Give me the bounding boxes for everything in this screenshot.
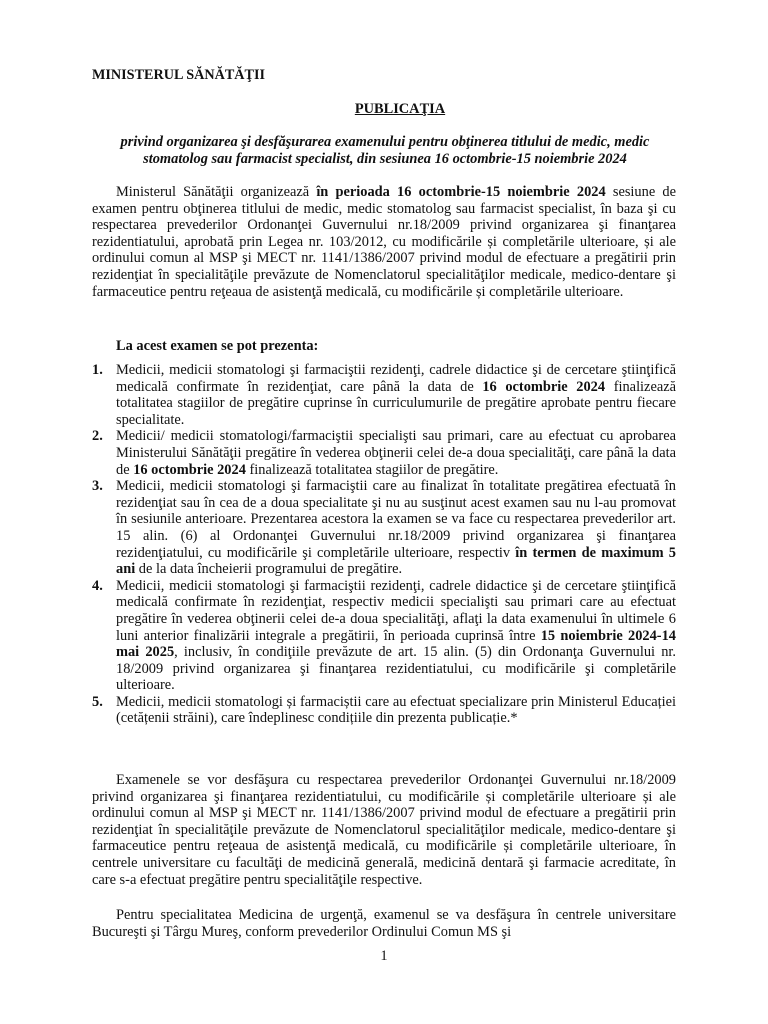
intro-text-2: sesiune de examen pentru obţinerea titlului de medic, medic stomatolog sau farmacist specialist, în baza şi cu respectarea prevederilor Ordonanţei Guvernului nr.18/2009 privind organizarea şi finanţarea rezidentiatului, aprobată prin Legea nr. 103/2012, cu modificările și completările ulterioare, și ale ordinului comun al MSP şi MECT nr. 1141/1386/2007 privind modul de efectuare a pregătirii prin rezidenţiat în specialităţile prevăzute de Nomenclatorul specialităţilor medicale, medico-dentare şi farmaceutice pentru reţeaua de asistenţă medicală, cu modificările și completările ulterioare. bbox=[92, 184, 676, 300]
document-subtitle: privind organizarea şi desfăşurarea examenului pentru obţinerea titlului de medic, medic stomatolog sau farmacist specialist, din sesiunea 16 octombrie-15 noiembrie 2024 bbox=[120, 134, 650, 167]
list-item-number: 5. bbox=[92, 693, 103, 710]
eligibility-list bbox=[92, 362, 676, 727]
list-item-text: Medicii, medicii stomatologi şi farmaciştii care au finalizat în totalitate pregătirea efectuată în rezidenţiat sau în cea de a doua specialitate şi nu au susţinut acest examen sau nu l-au promovat în sesiunile anterioare. Prezentarea acestora la examen se va face cu respectarea prevederilor art. 15 alin. (6) al Ordonanţei Guvernului nr.18/2009 privind organizarea şi finanţarea rezidenţiatului, cu modificările şi completările ulterioare, respectiv bbox=[116, 478, 676, 561]
list-item-bold-text: 15 noiembrie 2024-14 mai 2025 bbox=[116, 627, 676, 661]
ministry-name: MINISTERUL SĂNĂTĂŢII bbox=[92, 67, 266, 83]
page-number: 1 bbox=[380, 948, 388, 964]
list-item-number: 2. bbox=[92, 428, 103, 445]
eligibility-heading: La acest examen se pot prezenta: bbox=[116, 338, 319, 354]
list-item bbox=[92, 428, 676, 478]
list-item-number: 3. bbox=[92, 478, 103, 495]
list-item-text: de la data încheierii programului de pregătire. bbox=[135, 561, 403, 578]
list-item bbox=[92, 362, 676, 428]
list-item-text: finalizează totalitatea stagiilor de pregătire cuprinse în curriculumurile de pregătire aprobate pentru fiecare specialitate. bbox=[116, 378, 676, 428]
list-item-number: 1. bbox=[92, 362, 103, 378]
list-item-text: Medicii/ medicii stomatologi/farmaciştii specialişti sau primari, care au efectuat cu aprobarea Ministerului Sănătăţii pregătire în vederea obţinerii celei de-a doua specialităţi, care până la data de bbox=[116, 428, 676, 478]
list-item-bold-text: 16 octombrie 2024 bbox=[133, 461, 246, 478]
urgency-paragraph: Pentru specialitatea Medicina de urgenţă, examenul se va desfăşura în centrele universitare Bucureşti şi Târgu Mureş, conform prevederilor Ordinului Comun MS şi bbox=[92, 907, 676, 940]
list-item-text: , inclusiv, în condiţiile prevăzute de art. 15 alin. (5) din Ordonanţa Guvernului nr. 18/2009 privind organizarea şi finanţarea rezidentiatului, cu modificările şi completările ulterioare. bbox=[116, 644, 676, 694]
exam-paragraph: Examenele se vor desfăşura cu respectarea prevederilor Ordonanţei Guvernului nr.18/2009 privind organizarea şi finanţarea rezidentiatului, cu modificările și completările ulterioare și ale ordinului comun al MSP şi MECT nr. 1141/1386/2007 privind modul de efectuare a pregătirii prin rezidenţiat în specialităţile prevăzute de Nomenclatorul specialităţilor medicale, medico-dentare şi farmaceutice pentru reţeaua de asistenţă medicală, cu modificările și completările ulterioare, în centrele universitare cu facultăţi de medicină generală, medicină dentară şi farmacie acreditate, în care s-a efectuat pregătire pentru specialităţile respective. bbox=[92, 772, 676, 888]
intro-paragraph bbox=[92, 184, 676, 300]
list-item bbox=[92, 578, 676, 694]
list-item bbox=[92, 478, 676, 578]
list-item-bold-text: 16 octombrie 2024 bbox=[482, 378, 606, 395]
publication-title bbox=[0, 101, 768, 118]
publication-title-text: PUBLICAŢIA bbox=[354, 101, 446, 117]
intro-text-1: Ministerul Sănătăţii organizează bbox=[116, 184, 317, 200]
list-item-bold-text: în termen de maximum 5 ani bbox=[116, 544, 676, 578]
list-item-text: Medicii, medicii stomatologi şi farmaciştii rezidenţi, cadrele didactice şi de cercetare ştiinţifică medicală confirmate în rezidenţiat, respectiv medicii specialişti sau primari care au efectuat pregătire în vederea obţinerii celei de-a doua specialităţi, aflaţi la data examenului în ultimele 6 luni anterior finalizării integrale a pregătirii, în perioada cuprinsă între bbox=[116, 577, 676, 644]
list-item-text: Medicii, medicii stomatologi și farmaciștii care au efectuat specializare prin Ministerul Educației (cetățenii străini), care îndeplinesc condițiile din prezenta publicație.* bbox=[116, 693, 676, 727]
list-item-number: 4. bbox=[92, 577, 103, 594]
list-item-text: finalizează totalitatea stagiilor de pregătire. bbox=[245, 461, 499, 478]
intro-period-bold: în perioada 16 octombrie-15 noiembrie 2024 bbox=[316, 184, 606, 200]
list-item-text: Medicii, medicii stomatologi şi farmaciştii rezidenţi, cadrele didactice şi de cercetare ştiinţifică medicală confirmate în rezidenţiat, care până la data de bbox=[116, 362, 676, 395]
list-item bbox=[92, 694, 676, 727]
